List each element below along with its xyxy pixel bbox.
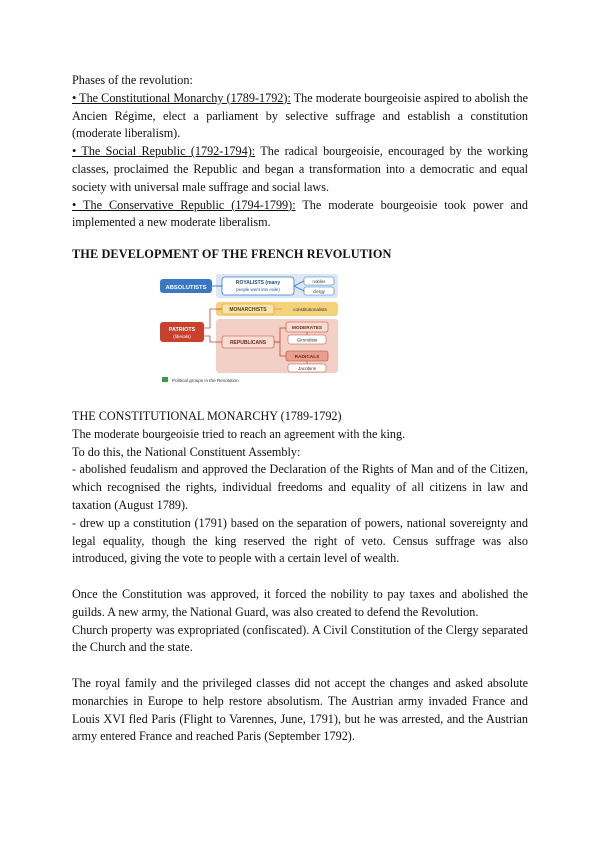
body-section xyxy=(72,408,528,746)
jacobins-label: Jacobins xyxy=(297,366,317,371)
phase-text: The moderate bourgeoisie took power and implemented a new moderate liberalism. xyxy=(72,197,528,230)
patriots-label: PATRIOTS xyxy=(168,327,196,333)
paragraph: Church property was expropriated (confiscated). A Civil Constitution of the Clergy separated the Church and the state. xyxy=(72,622,528,655)
phase-item xyxy=(72,197,528,233)
phase-link[interactable]: • The Conservative Republic (1794-1799): xyxy=(72,197,296,212)
girondists-label: Girondists xyxy=(296,337,318,343)
phase-item xyxy=(72,90,528,143)
phase-link[interactable]: • The Constitutional Monarchy (1789-1792): xyxy=(72,90,291,105)
phase-text: The moderate bourgeoisie aspired to abolish the Ancien Régime, elect a parliament by selective suffrage and establish a constitution (moderate liberalism). xyxy=(72,90,528,141)
paragraph: To do this, the National Constituent Assembly: xyxy=(72,444,301,459)
clergy-label: clergy xyxy=(313,289,325,294)
paragraph: The royal family and the privileged classes did not accept the changes and asked absolute monarchies in Europe to help restore absolutism. The Austrian army invaded France and Louis XVI fled Paris (Flight to Varennes, June, 1791), but he was arrested, and the Austrian army entered France and reached Paris (September 1792). xyxy=(72,675,528,744)
paragraph: The moderate bourgeoisie tried to reach an agreement with the king. xyxy=(72,426,406,441)
royalists-sublabel: people went into exile) xyxy=(236,287,280,292)
blank-line xyxy=(72,657,528,675)
section-heading: THE DEVELOPMENT OF THE FRENCH REVOLUTION xyxy=(72,247,392,261)
patriots-sublabel: (liberals) xyxy=(173,334,191,339)
political-groups-diagram xyxy=(158,270,340,386)
phases-section xyxy=(72,72,528,232)
absolutists-label: ABSOLUTISTS xyxy=(165,285,207,291)
diagram-caption: Political groups in the Revolution xyxy=(172,378,239,383)
phase-item xyxy=(72,143,528,196)
constitutionalists-label: constitutionalists xyxy=(293,307,327,312)
caption-icon xyxy=(162,377,168,382)
paragraph: - abolished feudalism and approved the Declaration of the Rights of Man and of the Citizen, which recognised the rights, individual freedoms and equality of all citizens in law and taxation (August 1789). xyxy=(72,462,528,512)
nobles-label: nobles xyxy=(312,279,326,284)
moderates-label: MODERATES xyxy=(291,326,323,331)
blank-line xyxy=(72,568,528,586)
paragraph: - drew up a constitution (1791) based on the separation of powers, national sovereignty and legal equality, though the king reserved the right of veto. Census suffrage was also introduced, giving the vote to people with a certain level of wealth. xyxy=(72,515,528,566)
phase-link[interactable]: • The Social Republic (1792-1794): xyxy=(72,144,256,159)
section-title: THE CONSTITUTIONAL MONARCHY (1789-1792) xyxy=(72,409,342,423)
phases-intro: Phases of the revolution: xyxy=(72,73,193,87)
republicans-label: REPUBLICANS xyxy=(229,340,267,346)
paragraph: Once the Constitution was approved, it forced the nobility to pay taxes and abolished the guilds. A new army, the National Guard, was also created to defend the Revolution. xyxy=(72,586,528,619)
phase-text: The radical bourgeoisie, encouraged by the working classes, proclaimed the Republic and began a transformation into a democratic and equal society with universal male suffrage and social laws. xyxy=(72,144,528,194)
monarchists-label: MONARCHISTS xyxy=(229,307,267,313)
royalists-label: ROYALISTS (many xyxy=(235,280,281,286)
radicals-label: RADICALS xyxy=(294,355,320,360)
